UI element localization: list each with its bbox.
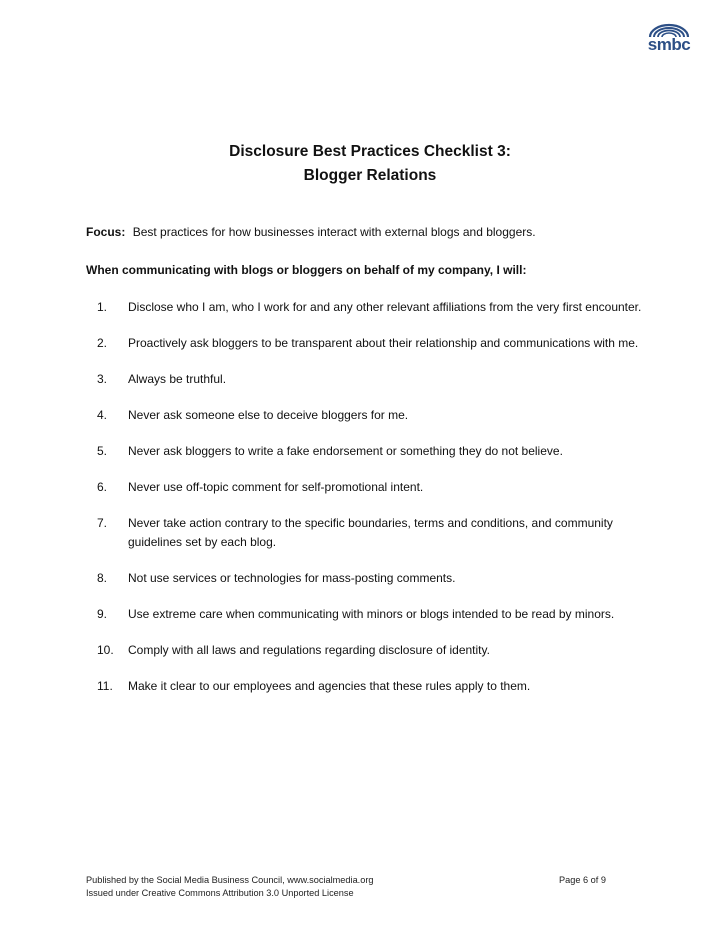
item-number: 9. — [97, 607, 108, 621]
item-text: Never take action contrary to the specific boundaries, terms and conditions, and community guidelines set by each blog. — [128, 516, 613, 549]
item-text: Proactively ask bloggers to be transparent about their relationship and communications with me. — [128, 336, 639, 350]
focus-text: Best practices for how businesses interact with external blogs and bloggers. — [132, 225, 536, 239]
item-number: 10. — [97, 643, 114, 657]
focus-label: Focus: — [86, 225, 126, 239]
page-title — [0, 140, 728, 188]
focus-statement — [86, 224, 536, 240]
item-number: 6. — [97, 480, 108, 494]
title-line-1: Disclosure Best Practices Checklist 3: — [229, 143, 511, 160]
item-text: Never ask someone else to deceive bloggers for me. — [128, 408, 409, 422]
list-item — [86, 406, 646, 425]
list-item — [86, 569, 646, 588]
intro-statement: When communicating with blogs or bloggers on behalf of my company, I will: — [86, 263, 527, 277]
item-number: 8. — [97, 571, 108, 585]
list-item — [86, 334, 646, 353]
list-item — [86, 514, 646, 552]
footer-published: Published by the Social Media Business Council, www.socialmedia.org — [86, 875, 374, 885]
item-number: 7. — [97, 516, 108, 530]
checklist — [86, 298, 646, 713]
item-text: Use extreme care when communicating with minors or blogs intended to be read by minors. — [128, 607, 615, 621]
footer-license: Issued under Creative Commons Attribution 3.0 Unported License — [86, 888, 354, 898]
list-item — [86, 370, 646, 389]
list-item — [86, 677, 646, 696]
item-text: Disclose who I am, who I work for and any other relevant affiliations from the very first encounter. — [128, 300, 642, 314]
item-number: 3. — [97, 372, 108, 386]
page-number: Page 6 of 9 — [559, 875, 606, 885]
title-line-2: Blogger Relations — [303, 167, 437, 184]
smbc-logo — [644, 22, 694, 56]
list-item — [86, 478, 646, 497]
item-text: Never ask bloggers to write a fake endorsement or something they do not believe. — [128, 444, 563, 458]
item-number: 11. — [97, 679, 113, 693]
item-text: Never use off-topic comment for self-promotional intent. — [128, 480, 424, 494]
list-item — [86, 442, 646, 461]
item-number: 4. — [97, 408, 108, 422]
list-item — [86, 605, 646, 624]
page-footer — [86, 874, 606, 900]
item-number: 2. — [97, 336, 108, 350]
list-item — [86, 298, 646, 317]
item-text: Make it clear to our employees and agencies that these rules apply to them. — [128, 679, 531, 693]
list-item — [86, 641, 646, 660]
item-text: Not use services or technologies for mass-posting comments. — [128, 571, 456, 585]
logo-text: smbc — [647, 35, 691, 54]
item-number: 5. — [97, 444, 108, 458]
item-text: Comply with all laws and regulations regarding disclosure of identity. — [128, 643, 490, 657]
item-text: Always be truthful. — [128, 372, 227, 386]
item-number: 1. — [97, 300, 108, 314]
